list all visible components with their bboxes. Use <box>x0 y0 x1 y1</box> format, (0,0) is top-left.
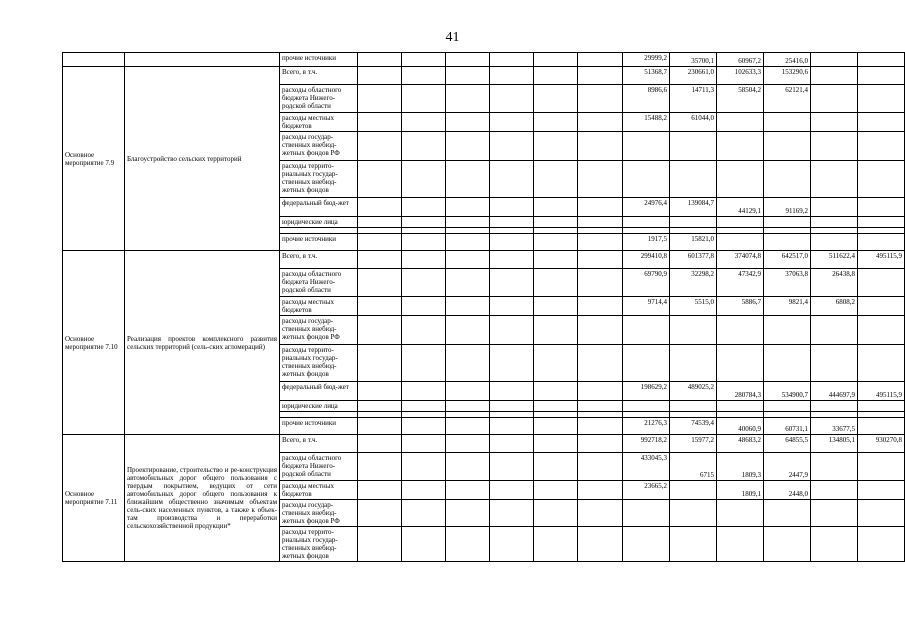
row-label-total: Всего, в т.ч. <box>280 435 358 453</box>
page-number: 41 <box>445 30 460 45</box>
table-row <box>63 251 905 269</box>
value-cell: 91169,2 <box>764 198 811 217</box>
value-cell: 444697,9 <box>811 382 858 401</box>
value-cell: 495115,9 <box>858 382 905 401</box>
value-cell: 29999,2 <box>623 53 670 67</box>
row-label-federal: федеральный бюд-жет <box>280 198 358 217</box>
row-label-oblast: расходы областного бюджета Нижего-родской области <box>280 269 358 297</box>
row-label-state-funds: расходы государ-ственных внебюд-жетных фондов РФ <box>280 500 358 527</box>
value-cell <box>811 67 858 85</box>
value-cell: 37063,8 <box>764 269 811 297</box>
value-cell: 40060,9 <box>717 418 764 435</box>
measure-code: Основное мероприятие 7.10 <box>63 251 125 435</box>
value-cell: 9714,4 <box>623 297 670 316</box>
row-label-other: прочие источники <box>280 53 358 67</box>
value-cell: 58504,2 <box>717 85 764 113</box>
value-cell: 153290,6 <box>764 67 811 85</box>
value-cell: 489025,2 <box>670 382 717 401</box>
value-cell: 642517,0 <box>764 251 811 269</box>
value-cell: 32298,2 <box>670 269 717 297</box>
value-cell: 14711,3 <box>670 85 717 113</box>
row-label-total: Всего, в т.ч. <box>280 67 358 85</box>
value-cell: 35700,1 <box>670 53 717 67</box>
value-cell: 5886,7 <box>717 297 764 316</box>
value-cell: 25416,0 <box>764 53 811 67</box>
value-cell: 230661,0 <box>670 67 717 85</box>
table-row <box>63 53 905 67</box>
value-cell: 930270,8 <box>858 435 905 453</box>
value-cell <box>858 67 905 85</box>
value-cell: 280784,3 <box>717 382 764 401</box>
measure-name: Благоустройство сельских территорий <box>125 67 280 251</box>
measure-name: Реализация проектов комплексного развития сельских территорий (сель-ских агломераций) <box>125 251 280 435</box>
value-cell: 299410,8 <box>623 251 670 269</box>
value-cell: 1809,1 <box>717 481 764 500</box>
value-cell: 21276,3 <box>623 418 670 435</box>
row-label-oblast: расходы областного бюджета Нижего-родской области <box>280 453 358 481</box>
value-cell: 64855,5 <box>764 435 811 453</box>
row-label-state-funds: расходы государ-ственных внебюд-жетных фондов РФ <box>280 132 358 161</box>
value-cell: 62121,4 <box>764 85 811 113</box>
value-cell: 33677,5 <box>811 418 858 435</box>
row-label-oblast: расходы областного бюджета Нижего-родской области <box>280 85 358 113</box>
value-cell: 15821,0 <box>670 234 717 251</box>
value-cell: 374074,8 <box>717 251 764 269</box>
value-cell: 601377,8 <box>670 251 717 269</box>
value-cell: 15488,2 <box>623 113 670 132</box>
value-cell: 1809,3 <box>717 453 764 481</box>
value-cell: 23665,2 <box>623 481 670 500</box>
value-cell: 6715 <box>670 453 717 481</box>
value-cell: 24976,4 <box>623 198 670 217</box>
row-label-local: расходы местных бюджетов <box>280 113 358 132</box>
value-cell: 60731,1 <box>764 418 811 435</box>
funding-table <box>62 52 905 562</box>
row-label-local: расходы местных бюджетов <box>280 481 358 500</box>
value-cell: 60967,2 <box>717 53 764 67</box>
row-label-state-funds: расходы государ-ственных внебюд-жетных фондов РФ <box>280 316 358 345</box>
row-label-other: прочие источники <box>280 418 358 435</box>
row-label-federal: федеральный бюд-жет <box>280 382 358 401</box>
table-row <box>63 67 905 85</box>
measure-name: Проектирование, строительство и ре-конструкция автомобильных дорог общего пользования с твердым покрытием, ведущих от сети автомобильных дорог общего пользования к ближайшим общественно значимым объектам сель-ских населенных пунктов, а также к объек-там производства и переработки сельскохозяйственной продукции* <box>125 435 280 562</box>
row-label-legal: юридические лица <box>280 401 358 412</box>
value-cell: 47342,9 <box>717 269 764 297</box>
value-cell: 26438,8 <box>811 269 858 297</box>
value-cell: 61044,0 <box>670 113 717 132</box>
value-cell: 139084,7 <box>670 198 717 217</box>
value-cell: 134805,1 <box>811 435 858 453</box>
row-label-legal: юридические лица <box>280 217 358 228</box>
value-cell: 8986,6 <box>623 85 670 113</box>
value-cell: 74539,4 <box>670 418 717 435</box>
value-cell: 48683,2 <box>717 435 764 453</box>
value-cell: 433045,3 <box>623 453 670 481</box>
value-cell: 9821,4 <box>764 297 811 316</box>
value-cell: 2447,9 <box>764 453 811 481</box>
row-label-local: расходы местных бюджетов <box>280 297 358 316</box>
value-cell: 2448,0 <box>764 481 811 500</box>
measure-code: Основное мероприятие 7.11 <box>63 435 125 562</box>
value-cell: 6808,2 <box>811 297 858 316</box>
value-cell: 44129,1 <box>717 198 764 217</box>
value-cell: 534900,7 <box>764 382 811 401</box>
value-cell: 511622,4 <box>811 251 858 269</box>
value-cell: 495115,9 <box>858 251 905 269</box>
measure-code: Основное мероприятие 7.9 <box>63 67 125 251</box>
row-label-other: прочие источники <box>280 234 358 251</box>
value-cell: 198629,2 <box>623 382 670 401</box>
value-cell: 69790,9 <box>623 269 670 297</box>
row-label-total: Всего, в т.ч. <box>280 251 358 269</box>
value-cell: 5515,0 <box>670 297 717 316</box>
value-cell: 15977,2 <box>670 435 717 453</box>
row-label-terr-funds: расходы террито-риальных государ-ственных внебюд-жетных фондов <box>280 345 358 382</box>
value-cell: 102633,3 <box>717 67 764 85</box>
value-cell: 992718,2 <box>623 435 670 453</box>
row-label-terr-funds: расходы террито-риальных государ-ственных внебюд-жетных фондов <box>280 527 358 562</box>
table-row <box>63 435 905 453</box>
row-label-terr-funds: расходы террито-риальных государ-ственных внебюд-жетных фондов <box>280 161 358 198</box>
value-cell: 51368,7 <box>623 67 670 85</box>
value-cell: 1917,5 <box>623 234 670 251</box>
